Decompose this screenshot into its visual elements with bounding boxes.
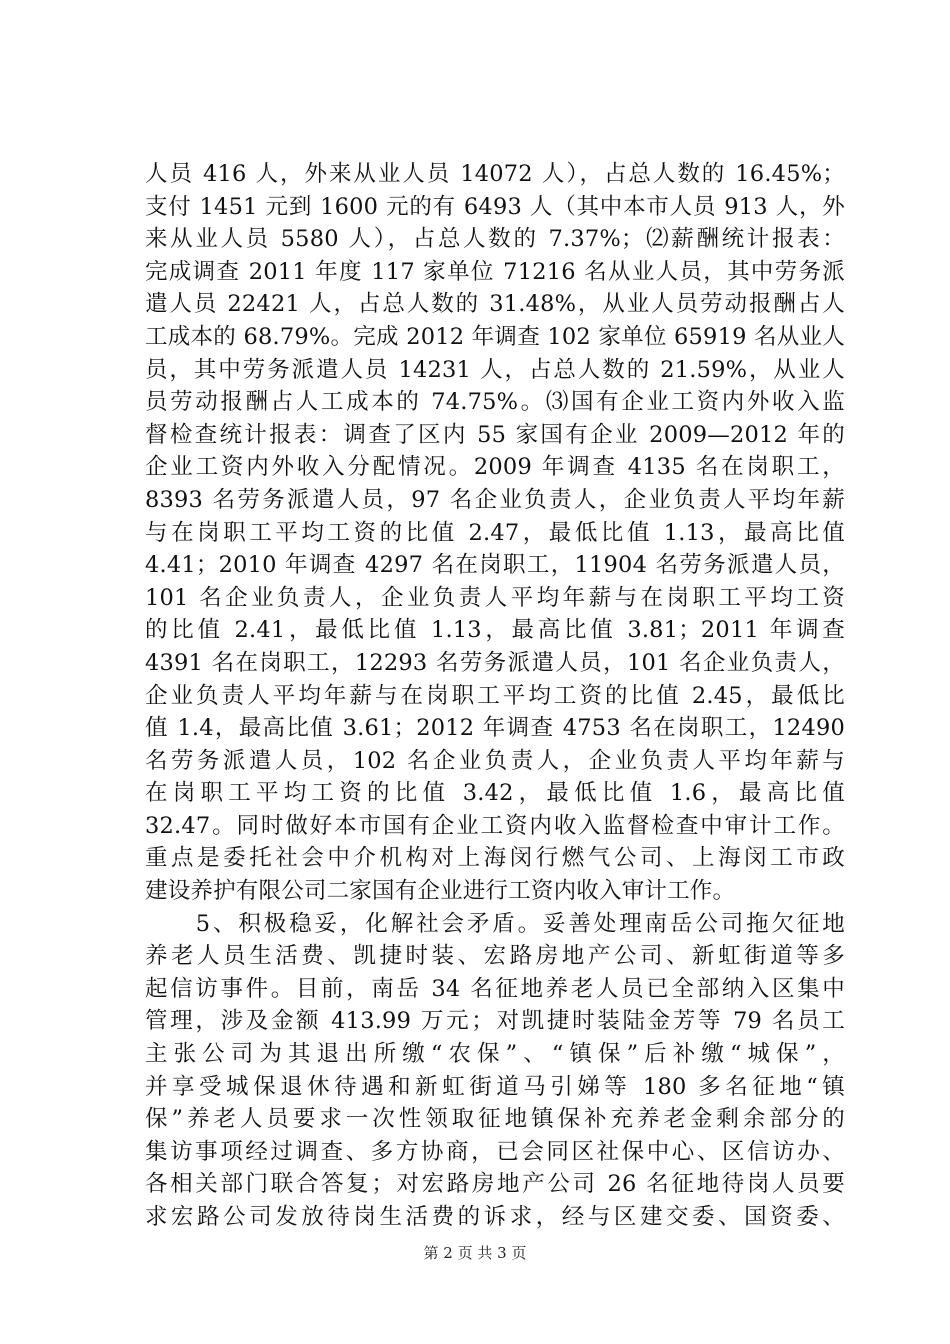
text-line: 养老人员生活费、凯捷时装、宏路房地产公司、新虹街道等多 (145, 943, 845, 970)
text-line: 管理，涉及金额 413.99 万元；对凯捷时装陆金芳等 79 名员工 (145, 1008, 845, 1035)
text-line: 的比值 2.41，最低比值 1.13，最高比值 3.81；2011 年调查 (145, 617, 845, 644)
text-line: 工成本的 68.79%。完成 2012 年调查 102 家单位 65919 名从业人 (145, 323, 845, 350)
text-line: 督检查统计报表：调查了区内 55 家国有企业 2009—2012 年的 (145, 421, 845, 448)
text-line: 32.47。同时做好本市国有企业工资内收入监督检查中审计工作。 (145, 812, 845, 839)
text-line: 员，其中劳务派遣人员 14231 人，占总人数的 21.59%，从业人 (145, 356, 845, 383)
page-number-footer: 第 2 页 共 3 页 (423, 1244, 527, 1262)
text-line: 建设养护有限公司二家国有企业进行工资内收入审计工作。 (145, 878, 736, 905)
text-line: 101 名企业负责人，企业负责人平均年薪与在岗职工平均工资 (145, 584, 845, 611)
text-line: 各相关部门联合答复；对宏路房地产公司 26 名征地待岗人员要 (145, 1171, 845, 1198)
text-line: 主张公司为其退出所缴“农保”、“镇保”后补缴“城保”， (145, 1041, 845, 1068)
text-line: 名劳务派遣人员，102 名企业负责人，企业负责人平均年薪与 (145, 747, 845, 774)
text-line: 8393 名劳务派遣人员，97 名企业负责人，企业负责人平均年薪 (145, 486, 845, 513)
text-line: 企业工资内外收入分配情况。2009 年调查 4135 名在岗职工， (145, 454, 845, 481)
text-line: 完成调查 2011 年度 117 家单位 71216 名从业人员，其中劳务派 (145, 258, 845, 285)
text-line: 重点是委托社会中介机构对上海闵行燃气公司、上海闵工市政 (145, 845, 845, 872)
text-line: 遣人员 22421 人，占总人数的 31.48%，从业人员劳动报酬占人 (145, 291, 845, 318)
text-line: 员劳动报酬占人工成本的 74.75%。⑶国有企业工资内外收入监 (145, 389, 845, 416)
text-line: 人员 416 人，外来从业人员 14072 人），占总人数的 16.45%； (145, 161, 845, 187)
text-line: 保”养老人员要求一次性领取征地镇保补充养老金剩余部分的 (145, 1106, 845, 1133)
text-line: 与在岗职工平均工资的比值 2.47，最低比值 1.13，最高比值 (145, 519, 845, 546)
text-line: 4391 名在岗职工，12293 名劳务派遣人员，101 名企业负责人， (145, 649, 845, 676)
text-line: 在岗职工平均工资的比值 3.42，最低比值 1.6，最高比值 (145, 780, 845, 807)
text-line: 集访事项经过调查、多方协商，已会同区社保中心、区信访办、 (145, 1138, 845, 1165)
text-line: 4.41；2010 年调查 4297 名在岗职工，11904 名劳务派遣人员， (145, 552, 845, 579)
text-line: 起信访事件。目前，南岳 34 名征地养老人员已全部纳入区集中 (145, 975, 845, 1002)
text-line: 值 1.4，最高比值 3.61；2012 年调查 4753 名在岗职工，12490 (145, 715, 845, 742)
text-line: 支付 1451 元到 1600 元的有 6493 人（其中本市人员 913 人，外 (145, 193, 845, 220)
text-line: 并享受城保退休待遇和新虹街道马引娣等 180 多名征地“镇 (145, 1073, 845, 1100)
text-line: 来从业人员 5580 人），占总人数的 7.37%；⑵薪酬统计报表： (145, 226, 845, 253)
text-line: 求宏路公司发放待岗生活费的诉求，经与区建交委、国资委、 (145, 1204, 845, 1230)
paragraph-start-line: 5、积极稳妥，化解社会矛盾。妥善处理南岳公司拖欠征地 (145, 910, 845, 937)
text-line: 企业负责人平均年薪与在岗职工平均工资的比值 2.45，最低比 (145, 682, 845, 709)
body-text (145, 158, 845, 1234)
